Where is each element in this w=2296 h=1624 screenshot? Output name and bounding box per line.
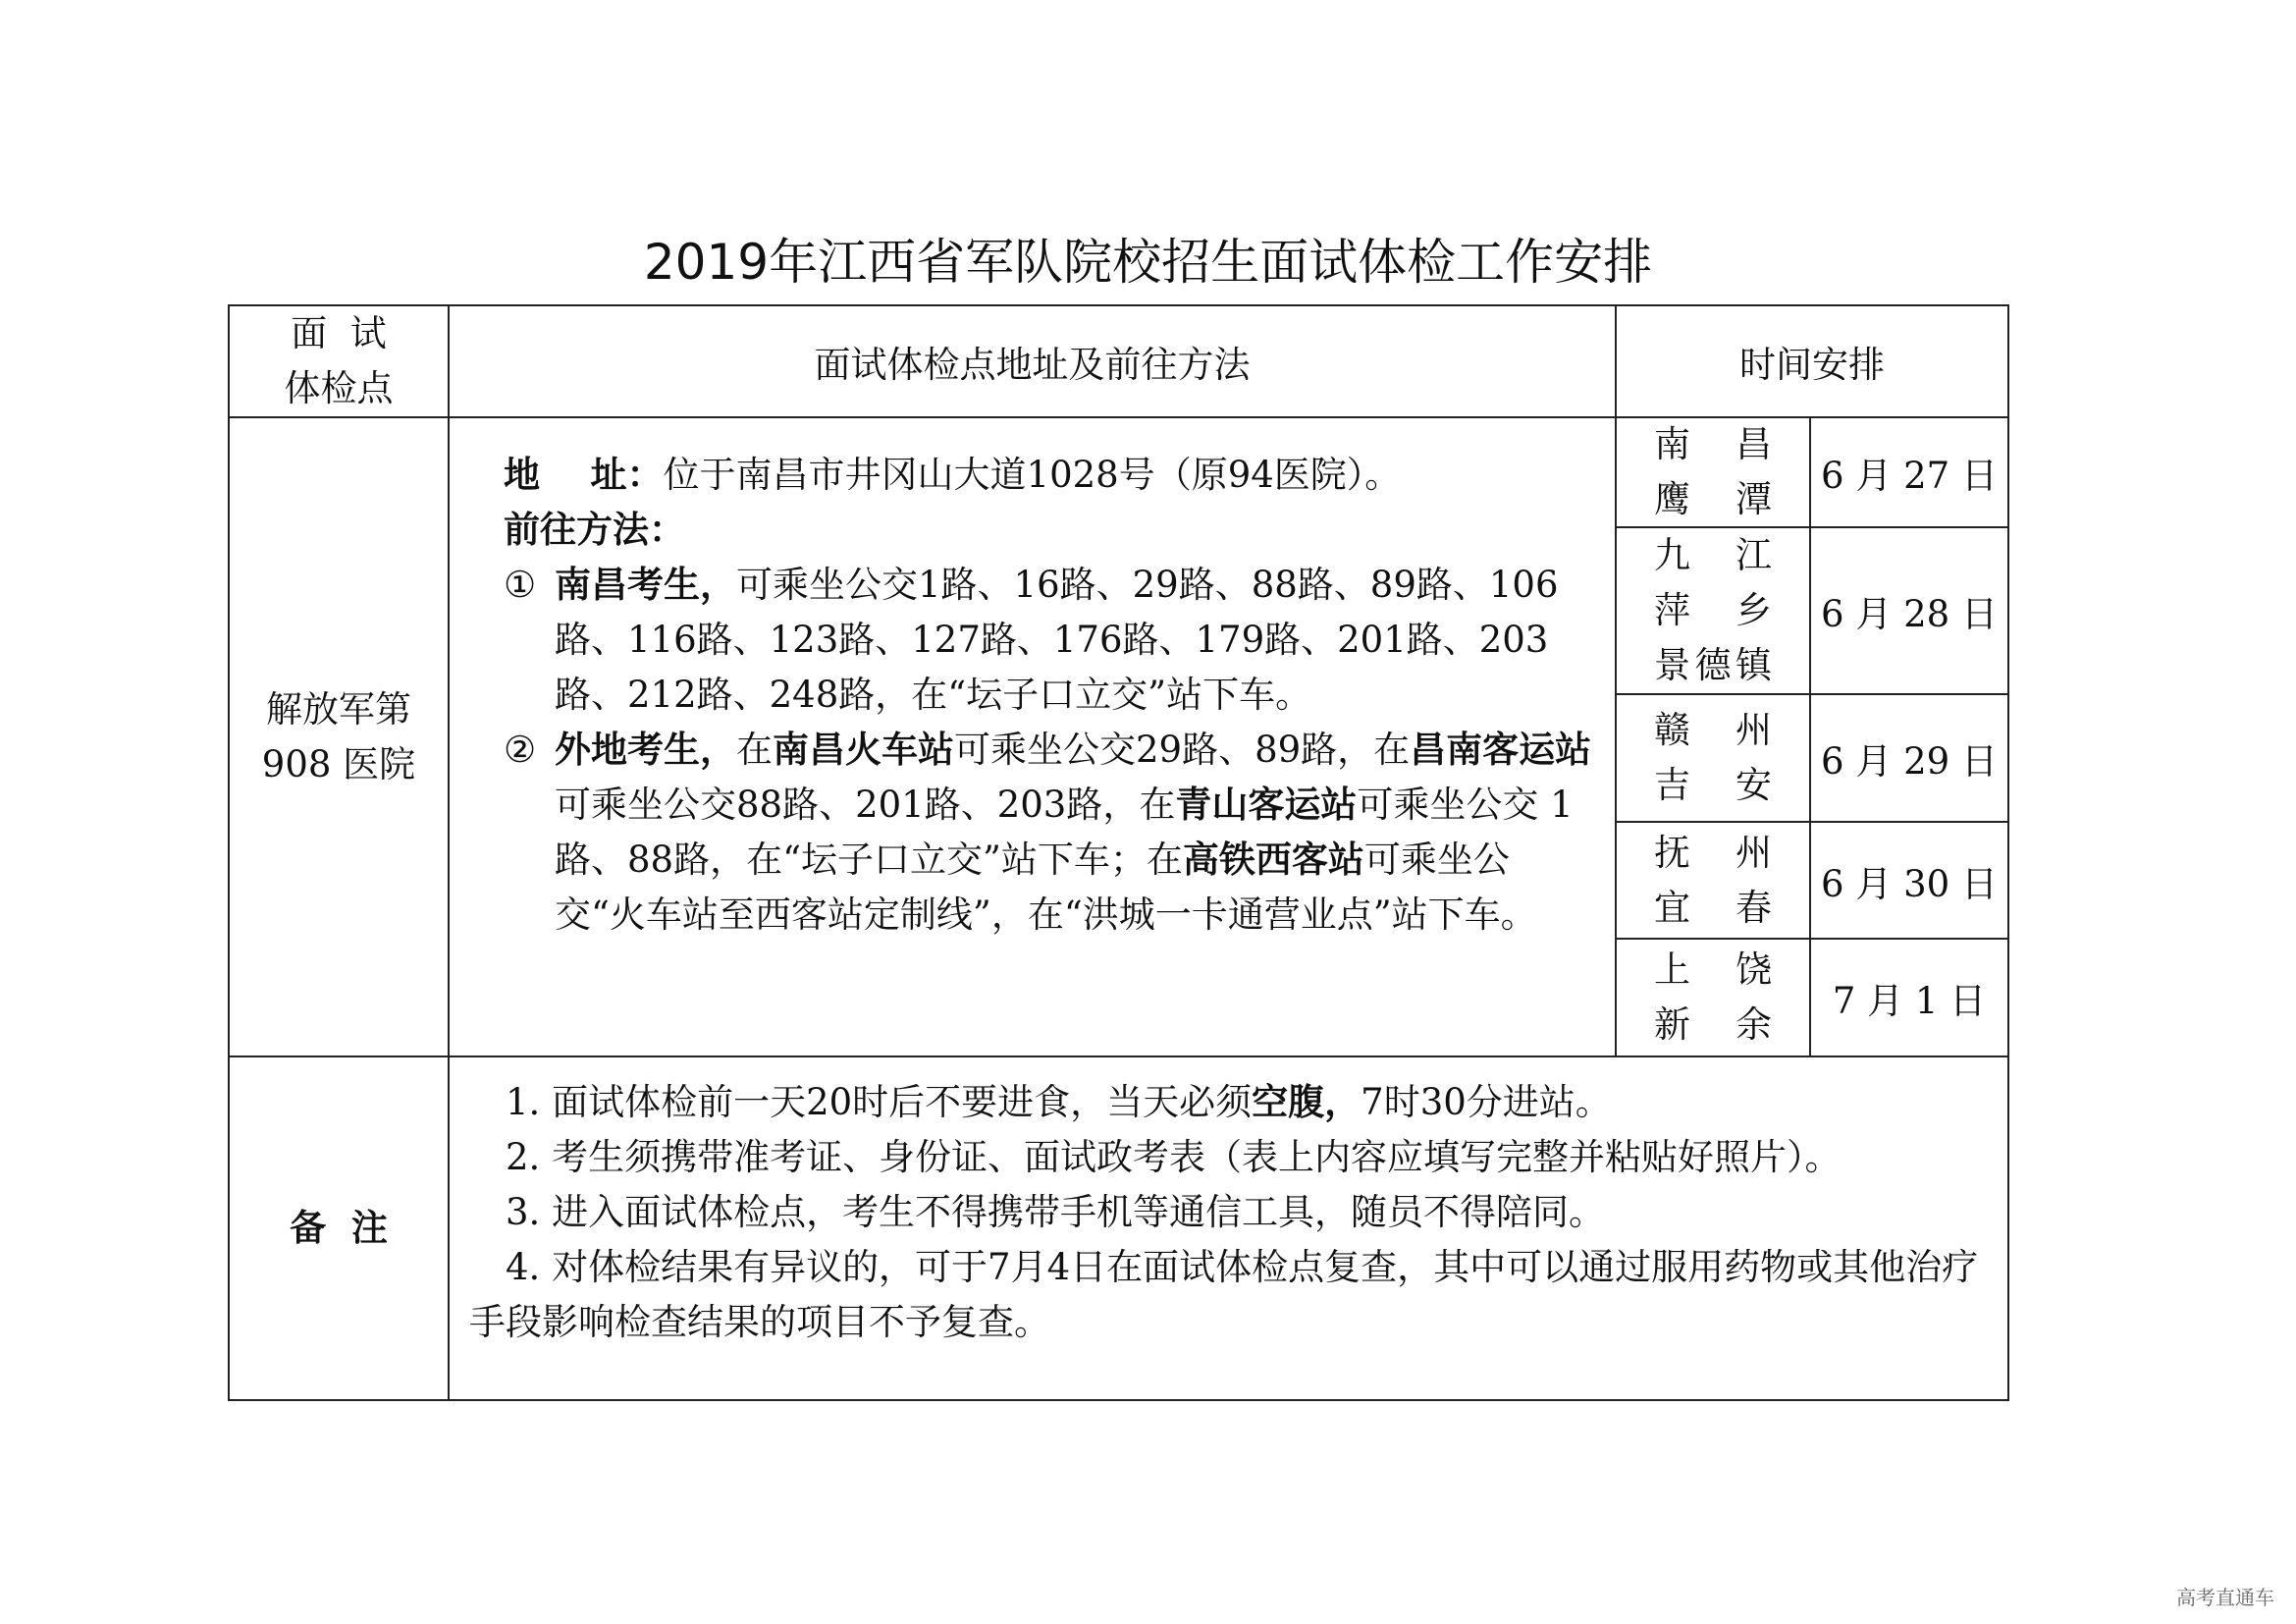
city-char: 景	[1654, 644, 1690, 686]
route-item	[504, 558, 1597, 723]
schedule-date: 6 月 29 日	[1811, 695, 2007, 823]
route-item	[504, 723, 1597, 943]
address-label: 地 址：	[504, 454, 664, 496]
schedule-cities	[1617, 695, 1811, 823]
city-char: 鹰	[1654, 478, 1690, 520]
schedule-date: 7 月 1 日	[1832, 980, 1987, 1022]
text-segment: 4. 对体检结果有异议的，可于7月4日在面试体检点复查，其中可以通过服用药物或其他治疗手段影响检查结果的项目不予复查。	[469, 1246, 1979, 1343]
city-char: 江	[1735, 534, 1772, 576]
text-segment: 3. 进入面试体检点，考生不得携带手机等通信工具，随员不得陪同。	[506, 1191, 1606, 1233]
schedule-cities	[1617, 940, 1811, 1056]
city-char: 春	[1735, 886, 1772, 929]
main-row	[229, 417, 2008, 1056]
schedule-table	[228, 304, 2009, 1401]
city-char: 萍	[1654, 589, 1690, 631]
schedule-cities	[1617, 418, 1811, 528]
city-char: 吉	[1654, 764, 1690, 806]
city-char: 宜	[1654, 886, 1690, 929]
text-segment: 可乘坐公交 1 路、88路，在“坛子口立交”站下车；在	[555, 784, 1574, 881]
schedule-date: 6 月 27 日	[1811, 418, 2007, 528]
city-char: 州	[1735, 831, 1772, 874]
schedule-date: 6 月 30 日	[1811, 823, 2007, 940]
circled-number: ②	[504, 729, 537, 771]
city-name	[1654, 528, 1772, 583]
note-item	[469, 1075, 1994, 1130]
schedule-cities	[1617, 823, 1811, 940]
city-name	[1654, 638, 1772, 693]
bold-text: 昌南客运站	[1410, 729, 1592, 771]
city-name	[1654, 943, 1772, 998]
document-title: 2019年江西省军队院校招生面试体检工作安排	[643, 234, 1653, 291]
bold-text: 南昌考生，	[555, 564, 736, 606]
site-line2: 908 医院	[261, 742, 416, 785]
schedule-date: 6 月 28 日	[1811, 528, 2007, 695]
schedule-grid	[1617, 418, 2007, 1056]
city-name	[1654, 758, 1772, 813]
city-char: 安	[1735, 764, 1772, 806]
route-list	[504, 558, 1597, 943]
text-segment: 2. 考生须携带准考证、身份证、面试政考表（表上内容应填写完整并粘贴好照片）。	[506, 1136, 1842, 1178]
notes-row	[229, 1056, 2008, 1400]
text-segment: 7时30分进站。	[1361, 1081, 1612, 1123]
notes-cell	[449, 1056, 2008, 1400]
city-char: 州	[1735, 709, 1772, 751]
text-segment: 可乘坐公交“火车站至西客站定制线”，在“洪城一卡通营业点”站下车。	[555, 839, 1537, 936]
city-name	[1654, 826, 1772, 881]
bold-text: 高铁西客站	[1182, 839, 1364, 881]
header-site	[229, 305, 449, 417]
schedule-cell	[1616, 417, 2008, 1056]
city-char: 余	[1735, 1003, 1772, 1046]
header-address: 面试体检点地址及前往方法	[449, 305, 1616, 417]
text-segment: 可乘坐公交29路、89路，在	[954, 729, 1411, 771]
text-segment: 在	[736, 729, 773, 771]
bold-text: 青山客运站	[1175, 784, 1358, 826]
city-name	[1654, 881, 1772, 936]
city-char: 镇	[1735, 644, 1772, 686]
header-site-line2: 体检点	[284, 367, 394, 409]
bold-text: 南昌火车站	[773, 729, 954, 771]
address-value: 位于南昌市井冈山大道1028号（原94医院）。	[663, 454, 1402, 496]
site-cell	[229, 417, 449, 1056]
city-name	[1654, 703, 1772, 758]
header-time: 时间安排	[1616, 305, 2008, 417]
address-cell	[449, 417, 1616, 1056]
city-name	[1654, 998, 1772, 1053]
circled-number: ①	[504, 564, 537, 606]
city-name	[1654, 583, 1772, 638]
address-line	[504, 448, 1597, 503]
city-char: 上	[1654, 948, 1690, 991]
notes-label: 备 注	[229, 1056, 449, 1400]
text-segment: 可乘坐公交1路、16路、29路、88路、89路、106路、116路、123路、127路、176路、179路、201路、203路、212路、248路，在“坛子口立交”站下车。	[555, 564, 1559, 716]
city-name	[1654, 472, 1772, 527]
note-item	[469, 1185, 1994, 1240]
note-item	[469, 1240, 1994, 1350]
city-char: 潭	[1735, 478, 1772, 520]
schedule-cities	[1617, 528, 1811, 695]
text-segment: 1. 面试体检前一天20时后不要进食，当天必须	[506, 1081, 1253, 1123]
header-row	[229, 305, 2008, 417]
city-char: 昌	[1735, 423, 1772, 465]
bold-text: 空腹，	[1252, 1081, 1362, 1123]
site-line1: 解放军第	[266, 687, 411, 731]
city-char: 南	[1654, 423, 1690, 465]
method-label: 前往方法：	[504, 509, 685, 551]
city-char: 新	[1654, 1003, 1690, 1046]
city-char: 德	[1694, 644, 1732, 686]
city-char: 抚	[1654, 831, 1690, 874]
text-segment: 可乘坐公交88路、201路、203路，在	[555, 784, 1176, 826]
header-site-line1: 面 试	[291, 312, 387, 354]
bold-text: 外地考生，	[555, 729, 736, 771]
city-char: 乡	[1735, 589, 1772, 631]
city-char: 饶	[1735, 948, 1772, 991]
city-name	[1654, 417, 1772, 472]
watermark: 高考直通车	[2176, 1586, 2274, 1609]
note-item	[469, 1130, 1994, 1185]
city-char: 赣	[1654, 709, 1690, 751]
city-char: 九	[1654, 534, 1690, 576]
